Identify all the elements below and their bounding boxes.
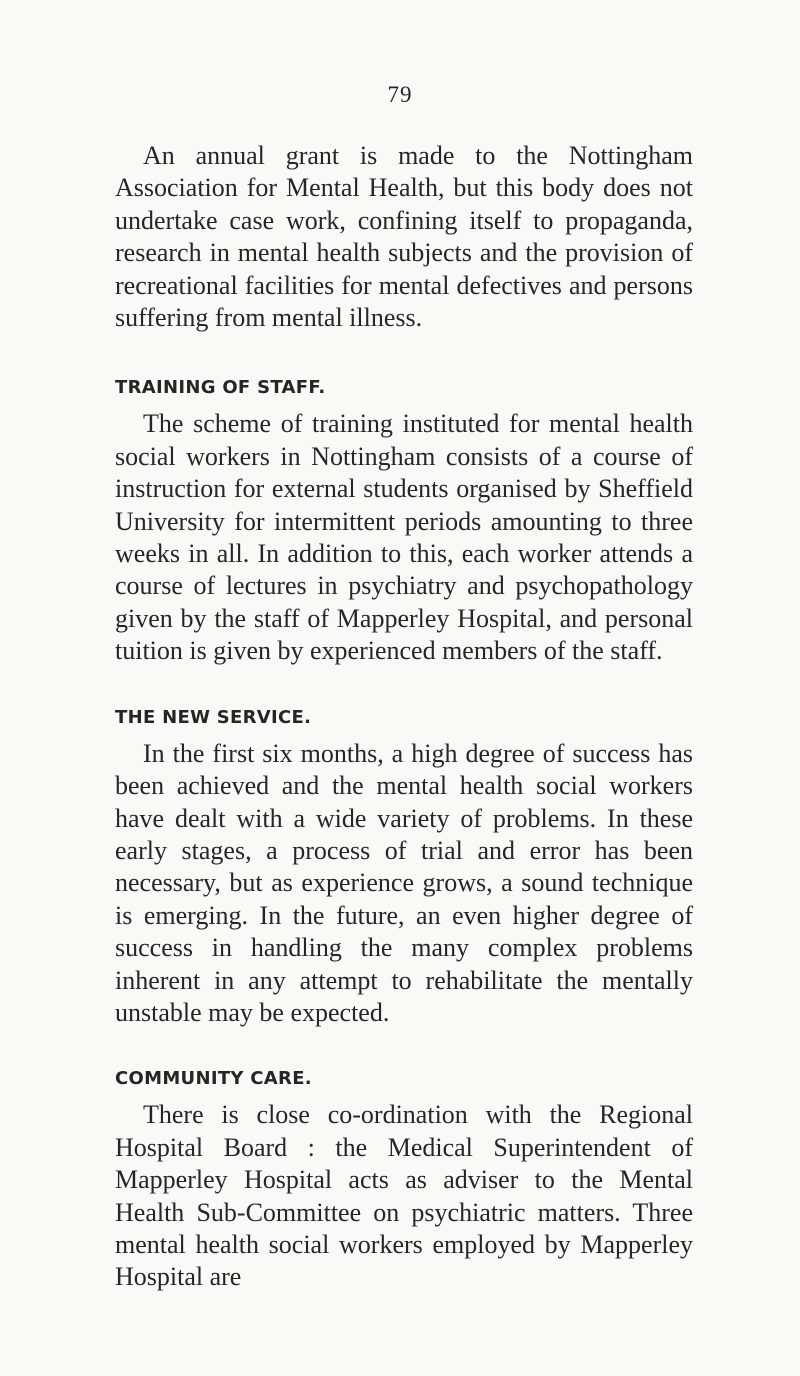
page-number: 79 xyxy=(387,82,413,107)
section-heading-training-of-staff: TRAINING OF STAFF. xyxy=(115,377,326,399)
section-heading-the-new-service: THE NEW SERVICE. xyxy=(115,706,312,728)
section-body-community-care: There is close co-ordination with the Regional Hospital Board : the Medical Superintendent of Mapperley Hospital acts as adviser to the Mental Health Sub-Committee on psychiatric matters. Three mental health social workers employed by Mapperley Hospital are xyxy=(115,1100,693,1292)
intro-paragraph: An annual grant is made to the Nottingham Association for Mental Health, but this body does not undertake case work, confining itself to propaganda, research in mental health subjects and the provision of recreational facilities for mental defectives and persons suffering from mental illness. xyxy=(115,141,693,333)
section-body-training-of-staff: The scheme of training instituted for mental health social workers in Nottingham consists of a course of instruction for external students organised by Sheffield University for intermittent periods amounting to three weeks in all. In addition to this, each worker attends a course of lectures in psychiatry and psychopathology given by the staff of Mapperley Hospital, and personal tuition is given by experienced members of the staff. xyxy=(115,409,693,666)
document-body xyxy=(115,140,693,1294)
section-heading-community-care: COMMUNITY CARE. xyxy=(115,1068,312,1090)
section-body-the-new-service: In the first six months, a high degree of success has been achieved and the mental health social workers have dealt with a wide variety of problems. In these early stages, a process of trial and error has been necessary, but as experience grows, a sound technique is emerging. In the future, an even higher degree of success in handling the many complex problems inherent in any attempt to rehabilitate the mentally unstable may be expected. xyxy=(115,738,693,1027)
